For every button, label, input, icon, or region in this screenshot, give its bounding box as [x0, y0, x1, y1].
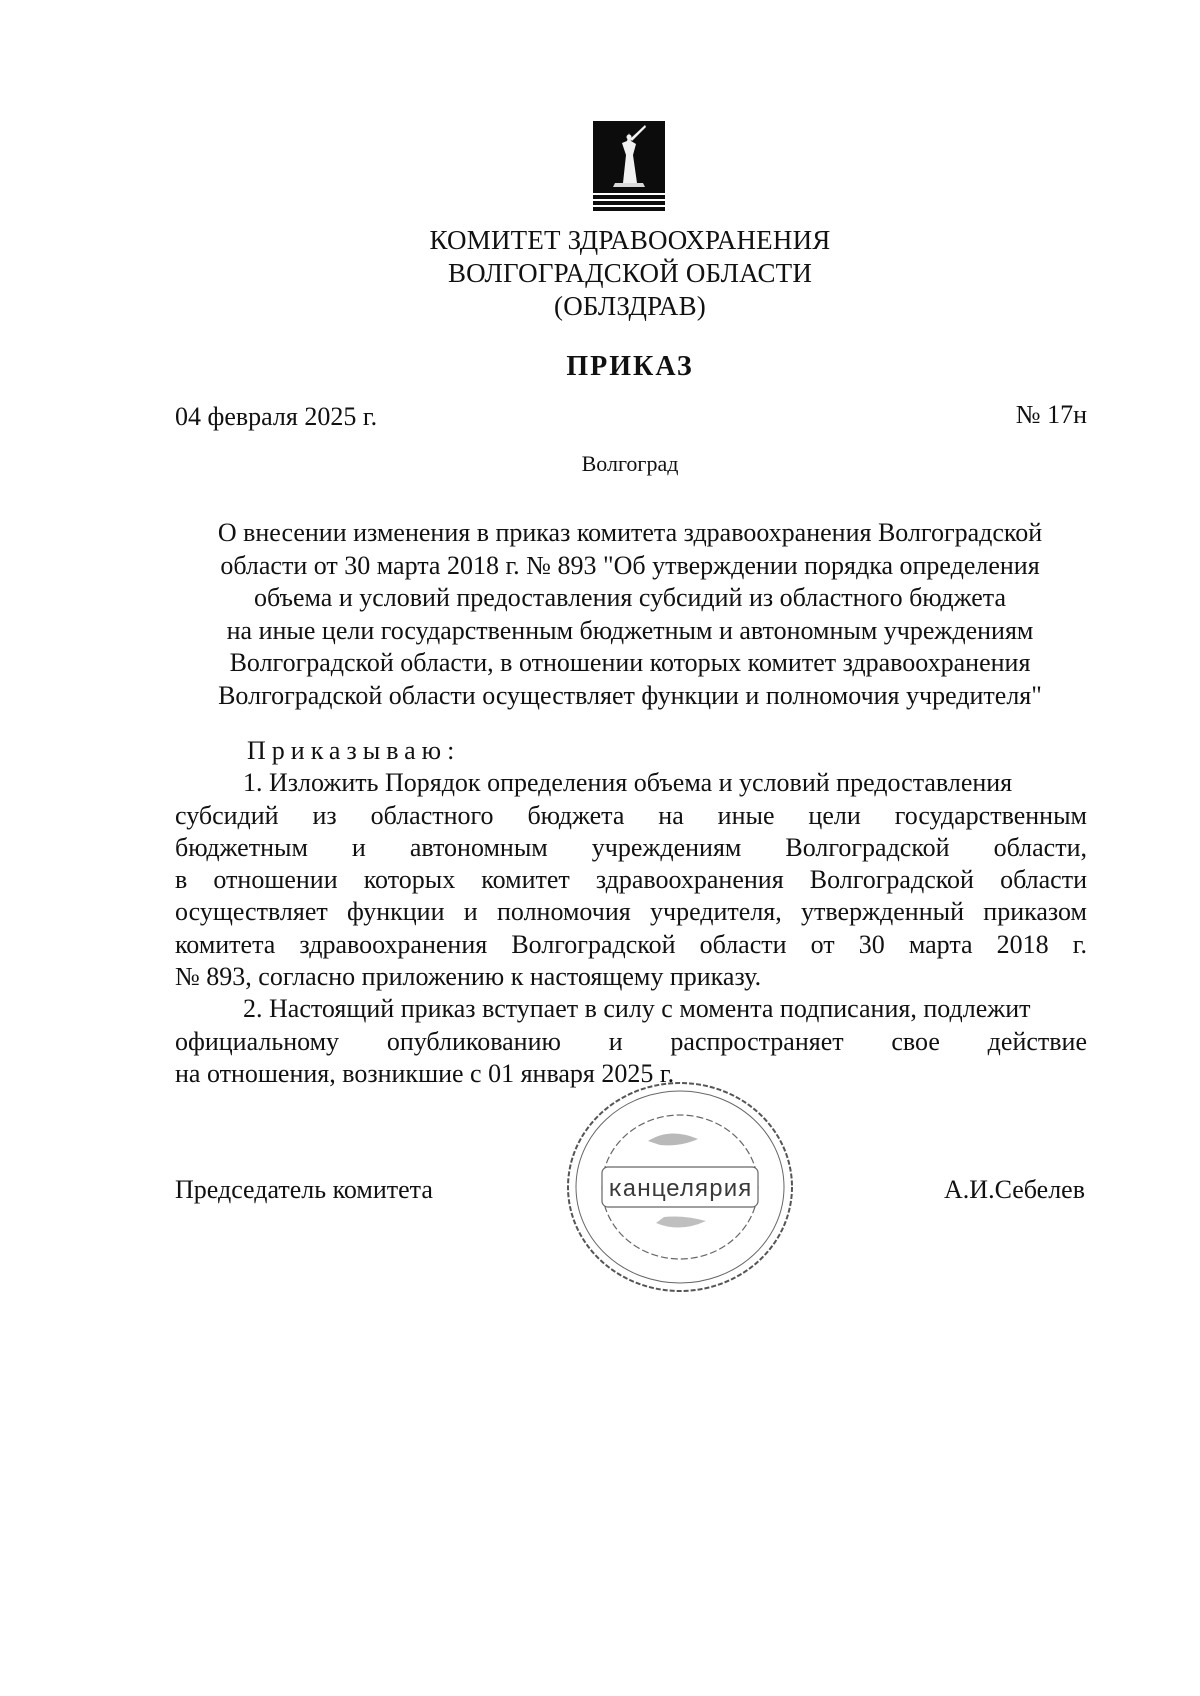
- document-number: № 17н: [1015, 400, 1087, 429]
- item-1-line: № 893, согласно приложению к настоящему приказу.: [175, 962, 762, 992]
- item-1-line: комитета здравоохранения Волгоградской области от 30 марта 2018 г.: [175, 929, 1087, 959]
- item-2-line: 2. Настоящий приказ вступает в силу с момента подписания, подлежит: [243, 994, 1031, 1024]
- document-body: [175, 735, 1087, 1090]
- title-line: Волгоградской области, в отношении которых комитет здравоохранения: [229, 648, 1031, 677]
- item-1-line: в отношении которых комитет здравоохранения Волгоградской области: [175, 865, 1087, 895]
- document-type: ПРИКАЗ: [566, 351, 694, 382]
- coat-of-arms-emblem: [593, 121, 665, 211]
- document-city: Волгоград: [581, 451, 679, 476]
- order-word: Приказываю:: [247, 736, 461, 765]
- signatory-name: А.И.Себелев: [944, 1175, 1085, 1204]
- document-title: [150, 517, 1110, 712]
- item-2-line: официальному опубликованию и распространяет свое действие: [175, 1026, 1087, 1056]
- document-date: 04 февраля 2025 г.: [175, 402, 378, 431]
- item-1-line: осуществляет функции и полномочия учредителя, утвержденный приказом: [175, 897, 1087, 927]
- title-line: на иные цели государственным бюджетным и автономным учреждениям: [226, 615, 1034, 645]
- official-stamp: [560, 1075, 800, 1300]
- item-1-line: субсидий из областного бюджета на иные цели государственным: [175, 800, 1087, 830]
- signatory-position: Председатель комитета: [175, 1175, 433, 1204]
- item-2-line: на отношения, возникшие с 01 января 2025 г.: [175, 1058, 675, 1088]
- org-name-line-1: КОМИТЕТ ЗДРАВООХРАНЕНИЯ: [429, 225, 831, 255]
- title-line: Волгоградской области осуществляет функции и полномочия учредителя": [218, 680, 1042, 710]
- item-1-line: бюджетным и автономным учреждениям Волгоградской области,: [175, 832, 1087, 862]
- title-line: О внесении изменения в приказ комитета здравоохранения Волгоградской: [217, 518, 1043, 547]
- title-line: области от 30 марта 2018 г. № 893 "Об утверждении порядка определения: [220, 550, 1040, 580]
- item-1-line: 1. Изложить Порядок определения объема и условий предоставления: [243, 768, 1013, 798]
- stamp-center-text: канцелярия: [607, 1177, 753, 1204]
- org-name-line-2: ВОЛГОГРАДСКОЙ ОБЛАСТИ: [447, 258, 813, 288]
- org-name-line-3: (ОБЛЗДРАВ): [554, 291, 706, 321]
- organization-header: [300, 224, 960, 323]
- title-line: объема и условий предоставления субсидий из областного бюджета: [253, 583, 1007, 612]
